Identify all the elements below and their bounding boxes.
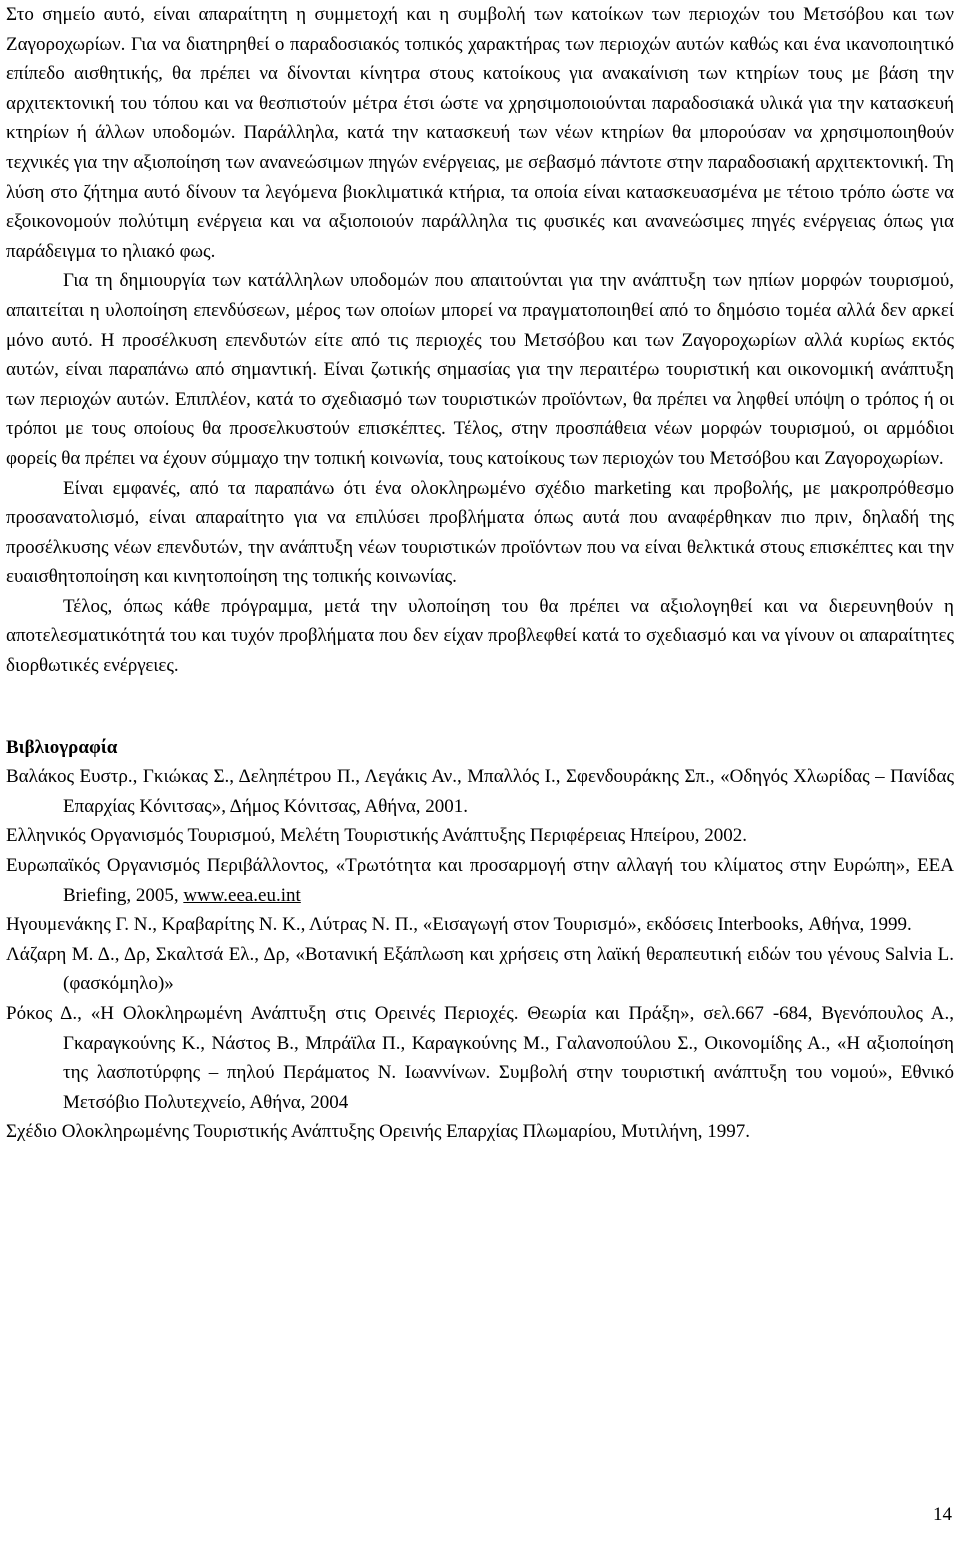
page-number: 14 (933, 1504, 952, 1525)
bibliography-entry: Σχέδιο Ολοκληρωμένης Τουριστικής Ανάπτυξης Ορεινής Επαρχίας Πλωμαρίου, Μυτιλήνη, 1997. (6, 1121, 750, 1143)
body-paragraph-2: Για τη δημιουργία των κατάλληλων υποδομών που απαιτούνται για την ανάπτυξη των ηπίων μορφών τουρισμού, απαιτείται η υλοποίηση επενδύσεων, μέρος των οποίων μπορεί να πραγματοποιηθεί από το δημόσιο τομέα αλλά δεν αρκεί μόνο αυτό. Η προσέλκυση επενδυτών είτε από τις περιοχές του Μετσόβου και των Ζαγοροχωρίων αλλά κυρίως εκτός αυτών, είναι παραπάνω από σημαντική. Είναι ζωτικής σημασίας για την περαιτέρω τουριστική και οικονομική ανάπτυξη των περιοχών αυτών. Επιπλέον, κατά το σχεδιασμό των τουριστικών προϊόντων, θα πρέπει να ληφθεί υπόψη ο τρόπος ή οι τρόποι με τους οποίους θα προσελκυστούν επισκέπτες. Τέλος, στην προσπάθεια νέων μορφών τουρισμού, οι αρμόδιοι φορείς θα πρέπει να έχουν σύμμαχο την τοπική κοινωνία, τους κατοίκους των περιοχών του Μετσόβου και Ζαγοροχωρίων. (6, 270, 954, 469)
bibliography-entry: Λάζαρη Μ. Δ., Δρ, Σκαλτσά Ελ., Δρ, «Βοτανική Εξάπλωση και χρήσεις στη λαϊκή θεραπευτική ειδών του γένους Salvia L. (φασκόμηλο)» (6, 943, 954, 995)
bibliography-entry (6, 851, 954, 910)
bibliography-entry: Ηγουμενάκης Γ. Ν., Κραβαρίτης Ν. Κ., Λύτρας Ν. Π., «Εισαγωγή στον Τουρισμό», εκδόσεις Interbooks, Αθήνα, 1999. (6, 914, 912, 936)
body-paragraph-4: Τέλος, όπως κάθε πρόγραμμα, μετά την υλοποίηση του θα πρέπει να αξιολογηθεί και να διερευνηθούν η αποτελεσματικότητά του και τυχόν προβλήματα που δεν είχαν προβλεφθεί κατά το σχεδιασμό και να γίνουν οι απαραίτητες διορθωτικές ενέργειες. (6, 595, 954, 677)
bibliography-entry: Βαλάκος Ευστρ., Γκιώκας Σ., Δεληπέτρου Π., Λεγάκις Αν., Μπαλλός Ι., Σφενδουράκης Σπ., «Οδηγός Χλωρίδας – Πανίδας Επαρχίας Κόνιτσας», Δήμος Κόνιτσας, Αθήνα, 2001. (6, 766, 954, 817)
bibliography-entry: Ρόκος Δ., «Η Ολοκληρωμένη Ανάπτυξη στις Ορεινές Περιοχές. Θεωρία και Πράξη», σελ.667 -684, Βγενόπουλος Α., Γκαραγκούνης Κ., Νάστος Β., Μπράϊλα Π., Καραγκούνης Μ., Γαλανοπούλου Σ., Οικονομίδης Α., «Η αξιοποίηση της λασποτύρφης – πηλού Περάματος Ν. Ιωαννίνων. Συμβολή στην τουριστική ανάπτυξη του νομού», Εθνικό Μετσόβιο Πολυτεχνείο, Αθήνα, 2004 (6, 1003, 954, 1113)
bibliography-heading: Βιβλιογραφία (6, 736, 118, 758)
bibliography-list (6, 762, 954, 1147)
bibliography-entry-text: Ευρωπαϊκός Οργανισμός Περιβάλλοντος, «Τρωτότητα και προσαρμογή στην αλλαγή του κλίματος στην Ευρώπη», EEA Briefing, 2005, (6, 855, 954, 906)
bibliography-entry: Ελληνικός Οργανισμός Τουρισμού, Μελέτη Τουριστικής Ανάπτυξης Περιφέρειας Ηπείρου, 2002. (6, 825, 747, 847)
body-paragraph-3: Είναι εμφανές, από τα παραπάνω ότι ένα ολοκληρωμένο σχέδιο marketing και προβολής, με μακροπρόθεσμο προσανατολισμό, είναι απαραίτητο για να επιλύσει προβλήματα όπως αυτά που αναφέρθηκαν πιο πριν, δηλαδή της προσέλκυσης νέων επενδυτών, την ανάπτυξη νέων τουριστικών προϊόντων που να είναι θελκτικά στους επισκέπτες και την ευαισθητοποίηση και κινητοποίηση της τοπικής κοινωνίας. (6, 477, 954, 588)
document-page (6, 0, 954, 1147)
eea-link[interactable]: www.eea.eu.int (183, 884, 301, 906)
body-paragraph-1: Στο σημείο αυτό, είναι απαραίτητη η συμμετοχή και η συμβολή των κατοίκων των περιοχών του Μετσόβου και των Ζαγοροχωρίων. Για να διατηρηθεί ο παραδοσιακός τοπικός χαρακτήρας των περιοχών αυτών καθώς και ένα ικανοποιητικό επίπεδο αισθητικής, θα πρέπει να δίνονται κίνητρα στους κατοίκους για ανακαίνιση των κτηρίων τους με βάση την αρχιτεκτονική του τόπου και να θεσπιστούν μέτρα έτσι ώστε να χρησιμοποιούνται παραδοσιακά υλικά για την κατασκευή κτηρίων ή άλλων υποδομών. Παράλληλα, κατά την κατασκευή των νέων κτηρίων θα μπορούσαν να χρησιμοποιηθούν τεχνικές για την αξιοποίηση των ανανεώσιμων πηγών ενέργειας, με σεβασμό πάντοτε στην παραδοσιακή αρχιτεκτονική. Τη λύση στο ζήτημα αυτό δίνουν τα λεγόμενα βιοκλιματικά κτήρια, τα οποία είναι κατασκευασμένα με τέτοιο τρόπο ώστε να εξοικονομούν πολύτιμη ενέργεια και να αξιοποιούν παράλληλα τις φυσικές και ανανεώσιμες πηγές ενέργειας όπως για παράδειγμα το ηλιακό φως. (6, 4, 954, 262)
